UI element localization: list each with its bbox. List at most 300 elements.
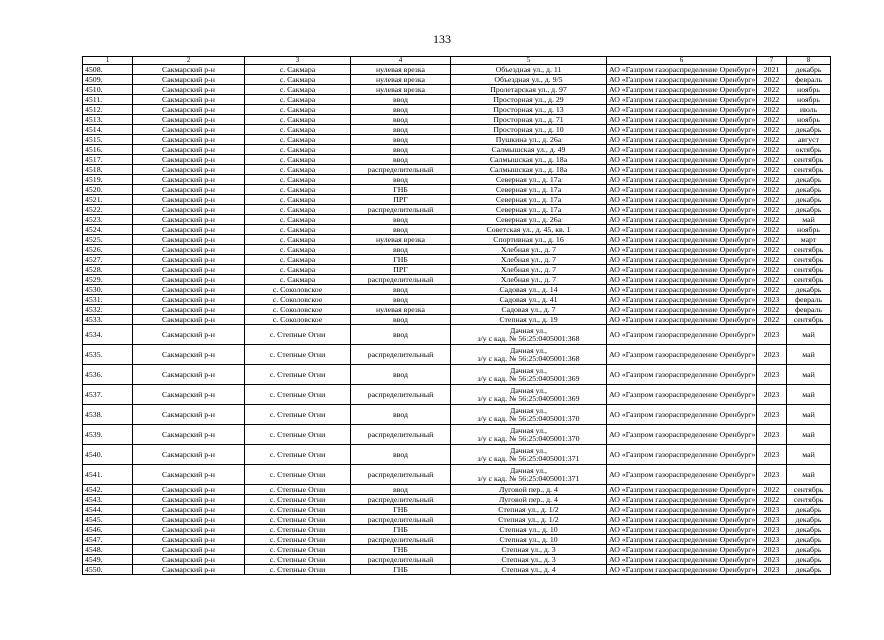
organization-cell: АО «Газпром газораспределение Оренбург» xyxy=(607,275,757,285)
row-number: 4538. xyxy=(83,405,133,425)
row-number: 4529. xyxy=(83,275,133,285)
work-type-cell: ГНБ xyxy=(351,525,451,535)
settlement-cell: с. Степные Огни xyxy=(245,345,351,365)
address-line: Степная ул., д. 10 xyxy=(499,524,558,534)
address-line: Степная ул., д. 10 xyxy=(499,534,558,544)
address-line: Хлебная ул., д. 7 xyxy=(500,244,557,254)
month-cell: май xyxy=(787,345,831,365)
work-type-cell: распределительный xyxy=(351,515,451,525)
row-number: 4542. xyxy=(83,485,133,495)
work-type-cell: ввод xyxy=(351,115,451,125)
address-line: Дачная ул., xyxy=(510,405,547,415)
address-line: Луговой пер., д. 4 xyxy=(499,484,558,494)
row-number: 4525. xyxy=(83,235,133,245)
month-cell: декабрь xyxy=(787,505,831,515)
row-number: 4513. xyxy=(83,115,133,125)
table-row xyxy=(83,235,831,245)
district-cell: Сакмарский р-н xyxy=(133,505,245,515)
address-line: Дачная ул., xyxy=(510,445,547,455)
settlement-cell: с. Сакмара xyxy=(245,145,351,155)
address-line: Степная ул., д. 3 xyxy=(501,544,556,554)
table-row xyxy=(83,255,831,265)
address-line: Дачная ул., xyxy=(510,325,547,335)
month-cell: декабрь xyxy=(787,545,831,555)
year-cell: 2022 xyxy=(757,285,787,295)
organization-cell: АО «Газпром газораспределение Оренбург» xyxy=(607,205,757,215)
month-cell: февраль xyxy=(787,305,831,315)
row-number: 4550. xyxy=(83,565,133,575)
district-cell: Сакмарский р-н xyxy=(133,295,245,305)
row-number: 4512. xyxy=(83,105,133,115)
work-type-cell: ввод xyxy=(351,145,451,155)
work-type-cell: ввод xyxy=(351,445,451,465)
address-cell xyxy=(451,175,607,185)
address-line: Просторная ул., д. 29 xyxy=(493,94,564,104)
settlement-cell: с. Сакмара xyxy=(245,115,351,125)
month-cell: декабрь xyxy=(787,205,831,215)
organization-cell: АО «Газпром газораспределение Оренбург» xyxy=(607,315,757,325)
district-cell: Сакмарский р-н xyxy=(133,565,245,575)
month-cell: декабрь xyxy=(787,175,831,185)
table-row xyxy=(83,525,831,535)
month-cell: сентябрь xyxy=(787,245,831,255)
row-number: 4509. xyxy=(83,75,133,85)
organization-cell: АО «Газпром газораспределение Оренбург» xyxy=(607,75,757,85)
month-cell: ноябрь xyxy=(787,225,831,235)
year-cell: 2023 xyxy=(757,565,787,575)
settlement-cell: с. Сакмара xyxy=(245,135,351,145)
month-cell: декабрь xyxy=(787,285,831,295)
settlement-cell: с. Соколовское xyxy=(245,295,351,305)
year-cell: 2022 xyxy=(757,235,787,245)
table-row xyxy=(83,275,831,285)
district-cell: Сакмарский р-н xyxy=(133,205,245,215)
address-line: Дачная ул., xyxy=(510,385,547,395)
address-line: Садовая ул., д. 41 xyxy=(499,294,558,304)
table-row xyxy=(83,495,831,505)
work-type-cell: нулевая врезка xyxy=(351,235,451,245)
organization-cell: АО «Газпром газораспределение Оренбург» xyxy=(607,85,757,95)
settlement-cell: с. Степные Огни xyxy=(245,385,351,405)
address-cell xyxy=(451,95,607,105)
address-line: з/у с кад. № 56:25:0405001:370 xyxy=(477,433,580,443)
organization-cell: АО «Газпром газораспределение Оренбург» xyxy=(607,145,757,155)
address-cell xyxy=(451,495,607,505)
month-cell: декабрь xyxy=(787,525,831,535)
organization-cell: АО «Газпром газораспределение Оренбург» xyxy=(607,485,757,495)
month-cell: ноябрь xyxy=(787,115,831,125)
year-cell: 2023 xyxy=(757,545,787,555)
address-line: Дачная ул., xyxy=(510,425,547,435)
row-number: 4521. xyxy=(83,195,133,205)
address-line: з/у с кад. № 56:25:0405001:371 xyxy=(477,453,580,463)
work-type-cell: распределительный xyxy=(351,345,451,365)
year-cell: 2023 xyxy=(757,405,787,425)
address-line: Степная ул., д. 1/2 xyxy=(498,504,559,514)
year-cell: 2023 xyxy=(757,515,787,525)
settlement-cell: с. Степные Огни xyxy=(245,505,351,515)
month-cell: февраль xyxy=(787,75,831,85)
address-cell xyxy=(451,485,607,495)
district-cell: Сакмарский р-н xyxy=(133,145,245,155)
row-number: 4514. xyxy=(83,125,133,135)
organization-cell: АО «Газпром газораспределение Оренбург» xyxy=(607,445,757,465)
month-cell: декабрь xyxy=(787,565,831,575)
district-cell: Сакмарский р-н xyxy=(133,405,245,425)
address-cell xyxy=(451,75,607,85)
row-number: 4520. xyxy=(83,185,133,195)
address-cell xyxy=(451,185,607,195)
settlement-cell: с. Степные Огни xyxy=(245,525,351,535)
year-cell: 2022 xyxy=(757,105,787,115)
month-cell: ноябрь xyxy=(787,85,831,95)
row-number: 4522. xyxy=(83,205,133,215)
month-cell: ноябрь xyxy=(787,95,831,105)
year-cell: 2022 xyxy=(757,255,787,265)
work-type-cell: распределительный xyxy=(351,385,451,405)
year-cell: 2023 xyxy=(757,535,787,545)
settlement-cell: с. Степные Огни xyxy=(245,535,351,545)
header-cell: 5 xyxy=(451,57,607,65)
row-number: 4534. xyxy=(83,325,133,345)
address-line: Просторная ул., д. 10 xyxy=(493,124,564,134)
year-cell: 2022 xyxy=(757,215,787,225)
address-line: Хлебная ул., д. 7 xyxy=(500,254,557,264)
year-cell: 2022 xyxy=(757,265,787,275)
work-type-cell: ГНБ xyxy=(351,565,451,575)
settlement-cell: с. Сакмара xyxy=(245,245,351,255)
address-line: Дачная ул., xyxy=(510,465,547,475)
district-cell: Сакмарский р-н xyxy=(133,515,245,525)
month-cell: сентябрь xyxy=(787,255,831,265)
year-cell: 2022 xyxy=(757,125,787,135)
organization-cell: АО «Газпром газораспределение Оренбург» xyxy=(607,555,757,565)
address-line: Северная ул., д. 17а xyxy=(495,184,562,194)
address-cell xyxy=(451,505,607,515)
address-cell xyxy=(451,235,607,245)
work-type-cell: нулевая врезка xyxy=(351,75,451,85)
address-line: Северная ул., д. 17а xyxy=(495,194,562,204)
table-row xyxy=(83,165,831,175)
month-cell: июль xyxy=(787,105,831,115)
table-row xyxy=(83,315,831,325)
organization-cell: АО «Газпром газораспределение Оренбург» xyxy=(607,465,757,485)
settlement-cell: с. Степные Огни xyxy=(245,495,351,505)
address-line: Степная ул., д. 19 xyxy=(499,314,558,324)
row-number: 4518. xyxy=(83,165,133,175)
district-cell: Сакмарский р-н xyxy=(133,535,245,545)
table-row xyxy=(83,565,831,575)
address-line: Объездная ул., д. 9/5 xyxy=(494,74,563,84)
address-cell xyxy=(451,365,607,385)
organization-cell: АО «Газпром газораспределение Оренбург» xyxy=(607,265,757,275)
row-number: 4516. xyxy=(83,145,133,155)
organization-cell: АО «Газпром газораспределение Оренбург» xyxy=(607,165,757,175)
organization-cell: АО «Газпром газораспределение Оренбург» xyxy=(607,295,757,305)
address-cell xyxy=(451,345,607,365)
district-cell: Сакмарский р-н xyxy=(133,245,245,255)
address-cell xyxy=(451,135,607,145)
table-row xyxy=(83,445,831,465)
settlement-cell: с. Степные Огни xyxy=(245,325,351,345)
work-type-cell: распределительный xyxy=(351,535,451,545)
month-cell: февраль xyxy=(787,295,831,305)
month-cell: декабрь xyxy=(787,65,831,75)
year-cell: 2022 xyxy=(757,145,787,155)
district-cell: Сакмарский р-н xyxy=(133,165,245,175)
address-line: Объездная ул., д. 11 xyxy=(495,64,562,74)
row-number: 4545. xyxy=(83,515,133,525)
district-cell: Сакмарский р-н xyxy=(133,225,245,235)
address-line: з/у с кад. № 56:25:0405001:370 xyxy=(477,413,580,423)
header-cell: 3 xyxy=(245,57,351,65)
table-row xyxy=(83,295,831,305)
address-line: Северная ул., д. 17а xyxy=(495,174,562,184)
address-line: Степная ул., д. 1/2 xyxy=(498,514,559,524)
settlement-cell: с. Сакмара xyxy=(245,235,351,245)
year-cell: 2022 xyxy=(757,135,787,145)
header-cell: 1 xyxy=(83,57,133,65)
work-type-cell: ГНБ xyxy=(351,545,451,555)
address-cell xyxy=(451,295,607,305)
organization-cell: АО «Газпром газораспределение Оренбург» xyxy=(607,185,757,195)
address-line: Садовая ул., д. 14 xyxy=(499,284,558,294)
row-number: 4541. xyxy=(83,465,133,485)
organization-cell: АО «Газпром газораспределение Оренбург» xyxy=(607,405,757,425)
year-cell: 2023 xyxy=(757,465,787,485)
organization-cell: АО «Газпром газораспределение Оренбург» xyxy=(607,385,757,405)
organization-cell: АО «Газпром газораспределение Оренбург» xyxy=(607,195,757,205)
work-type-cell: нулевая врезка xyxy=(351,305,451,315)
settlement-cell: с. Сакмара xyxy=(245,195,351,205)
header-cell: 8 xyxy=(787,57,831,65)
address-cell xyxy=(451,545,607,555)
address-line: Дачная ул., xyxy=(510,365,547,375)
address-cell xyxy=(451,245,607,255)
month-cell: март xyxy=(787,235,831,245)
settlement-cell: с. Сакмара xyxy=(245,105,351,115)
month-cell: май xyxy=(787,325,831,345)
address-cell xyxy=(451,85,607,95)
address-line: Пролетарская ул., д. 97 xyxy=(490,84,567,94)
district-cell: Сакмарский р-н xyxy=(133,85,245,95)
address-cell xyxy=(451,125,607,135)
settlement-cell: с. Сакмара xyxy=(245,155,351,165)
year-cell: 2022 xyxy=(757,315,787,325)
district-cell: Сакмарский р-н xyxy=(133,235,245,245)
settlement-cell: с. Степные Огни xyxy=(245,485,351,495)
district-cell: Сакмарский р-н xyxy=(133,65,245,75)
row-number: 4523. xyxy=(83,215,133,225)
organization-cell: АО «Газпром газораспределение Оренбург» xyxy=(607,305,757,315)
year-cell: 2023 xyxy=(757,385,787,405)
row-number: 4533. xyxy=(83,315,133,325)
work-type-cell: ввод xyxy=(351,215,451,225)
address-cell xyxy=(451,315,607,325)
settlement-cell: с. Сакмара xyxy=(245,185,351,195)
organization-cell: АО «Газпром газораспределение Оренбург» xyxy=(607,365,757,385)
year-cell: 2022 xyxy=(757,75,787,85)
year-cell: 2021 xyxy=(757,65,787,75)
settlement-cell: с. Степные Огни xyxy=(245,565,351,575)
district-cell: Сакмарский р-н xyxy=(133,315,245,325)
month-cell: декабрь xyxy=(787,535,831,545)
settlement-cell: с. Соколовское xyxy=(245,305,351,315)
address-cell xyxy=(451,445,607,465)
table-row xyxy=(83,65,831,75)
organization-cell: АО «Газпром газораспределение Оренбург» xyxy=(607,115,757,125)
table-row xyxy=(83,285,831,295)
work-type-cell: ПРГ xyxy=(351,195,451,205)
settlement-cell: с. Степные Огни xyxy=(245,545,351,555)
settlement-cell: с. Сакмара xyxy=(245,85,351,95)
address-line: Пушкина ул., д. 26а xyxy=(495,134,562,144)
address-cell xyxy=(451,105,607,115)
month-cell: октябрь xyxy=(787,145,831,155)
row-number: 4548. xyxy=(83,545,133,555)
row-number: 4519. xyxy=(83,175,133,185)
row-number: 4524. xyxy=(83,225,133,235)
table-row xyxy=(83,345,831,365)
table-row xyxy=(83,545,831,555)
address-line: Просторная ул., д. 71 xyxy=(493,114,564,124)
year-cell: 2022 xyxy=(757,95,787,105)
table-row xyxy=(83,265,831,275)
organization-cell: АО «Газпром газораспределение Оренбург» xyxy=(607,495,757,505)
settlement-cell: с. Степные Огни xyxy=(245,465,351,485)
settlement-cell: с. Степные Огни xyxy=(245,405,351,425)
row-number: 4546. xyxy=(83,525,133,535)
settlement-cell: с. Сакмара xyxy=(245,225,351,235)
organization-cell: АО «Газпром газораспределение Оренбург» xyxy=(607,95,757,105)
work-type-cell: ввод xyxy=(351,315,451,325)
table-row xyxy=(83,75,831,85)
year-cell: 2022 xyxy=(757,175,787,185)
year-cell: 2022 xyxy=(757,485,787,495)
settlement-cell: с. Соколовское xyxy=(245,285,351,295)
settlement-cell: с. Сакмара xyxy=(245,165,351,175)
district-cell: Сакмарский р-н xyxy=(133,545,245,555)
table-row xyxy=(83,485,831,495)
settlement-cell: с. Соколовское xyxy=(245,315,351,325)
address-cell xyxy=(451,285,607,295)
year-cell: 2023 xyxy=(757,555,787,565)
month-cell: май xyxy=(787,215,831,225)
work-type-cell: ввод xyxy=(351,485,451,495)
row-number: 4549. xyxy=(83,555,133,565)
table-row xyxy=(83,535,831,545)
organization-cell: АО «Газпром газораспределение Оренбург» xyxy=(607,65,757,75)
table-row xyxy=(83,465,831,485)
address-line: Салмышская ул., д. 18а xyxy=(489,154,568,164)
organization-cell: АО «Газпром газораспределение Оренбург» xyxy=(607,255,757,265)
organization-cell: АО «Газпром газораспределение Оренбург» xyxy=(607,345,757,365)
year-cell: 2022 xyxy=(757,185,787,195)
month-cell: май xyxy=(787,445,831,465)
work-type-cell: ПРГ xyxy=(351,265,451,275)
district-cell: Сакмарский р-н xyxy=(133,325,245,345)
organization-cell: АО «Газпром газораспределение Оренбург» xyxy=(607,155,757,165)
organization-cell: АО «Газпром газораспределение Оренбург» xyxy=(607,535,757,545)
work-type-cell: ГНБ xyxy=(351,185,451,195)
month-cell: сентябрь xyxy=(787,155,831,165)
district-cell: Сакмарский р-н xyxy=(133,155,245,165)
address-cell xyxy=(451,305,607,315)
row-number: 4530. xyxy=(83,285,133,295)
settlement-cell: с. Сакмара xyxy=(245,205,351,215)
district-cell: Сакмарский р-н xyxy=(133,495,245,505)
table-row xyxy=(83,325,831,345)
address-line: Салмышская ул., д. 18а xyxy=(489,164,568,174)
address-cell xyxy=(451,425,607,445)
district-cell: Сакмарский р-н xyxy=(133,115,245,125)
address-cell xyxy=(451,115,607,125)
row-number: 4510. xyxy=(83,85,133,95)
address-cell xyxy=(451,555,607,565)
month-cell: сентябрь xyxy=(787,495,831,505)
organization-cell: АО «Газпром газораспределение Оренбург» xyxy=(607,215,757,225)
settlement-cell: с. Сакмара xyxy=(245,75,351,85)
address-line: Степная ул., д. 3 xyxy=(501,554,556,564)
table-row xyxy=(83,115,831,125)
table-row xyxy=(83,225,831,235)
table-row xyxy=(83,195,831,205)
organization-cell: АО «Газпром газораспределение Оренбург» xyxy=(607,515,757,525)
settlement-cell: с. Степные Огни xyxy=(245,515,351,525)
address-cell xyxy=(451,255,607,265)
district-cell: Сакмарский р-н xyxy=(133,485,245,495)
work-type-cell: распределительный xyxy=(351,275,451,285)
district-cell: Сакмарский р-н xyxy=(133,255,245,265)
row-number: 4515. xyxy=(83,135,133,145)
address-line: Салмышская ул., д. 49 xyxy=(491,144,566,154)
month-cell: декабрь xyxy=(787,195,831,205)
row-number: 4528. xyxy=(83,265,133,275)
month-cell: май xyxy=(787,465,831,485)
organization-cell: АО «Газпром газораспределение Оренбург» xyxy=(607,135,757,145)
settlement-cell: с. Сакмара xyxy=(245,275,351,285)
district-cell: Сакмарский р-н xyxy=(133,425,245,445)
table-row xyxy=(83,205,831,215)
table-row xyxy=(83,135,831,145)
month-cell: декабрь xyxy=(787,185,831,195)
row-number: 4539. xyxy=(83,425,133,445)
table-row xyxy=(83,85,831,95)
row-number: 4531. xyxy=(83,295,133,305)
work-type-cell: нулевая врезка xyxy=(351,65,451,75)
work-type-cell: ввод xyxy=(351,175,451,185)
address-cell xyxy=(451,405,607,425)
address-line: Северная ул., д. 17а xyxy=(495,204,562,214)
address-line: Садовая ул., д. 7 xyxy=(501,304,556,314)
address-cell xyxy=(451,155,607,165)
organization-cell: АО «Газпром газораспределение Оренбург» xyxy=(607,285,757,295)
address-cell xyxy=(451,215,607,225)
row-number: 4543. xyxy=(83,495,133,505)
work-type-cell: распределительный xyxy=(351,205,451,215)
settlement-cell: с. Сакмара xyxy=(245,255,351,265)
year-cell: 2022 xyxy=(757,115,787,125)
table-row xyxy=(83,505,831,515)
address-line: Луговой пер., д. 4 xyxy=(499,494,558,504)
table-row xyxy=(83,125,831,135)
settlement-cell: с. Степные Огни xyxy=(245,445,351,465)
month-cell: сентябрь xyxy=(787,275,831,285)
address-cell xyxy=(451,145,607,155)
settlement-cell: с. Сакмара xyxy=(245,125,351,135)
month-cell: май xyxy=(787,405,831,425)
year-cell: 2022 xyxy=(757,155,787,165)
